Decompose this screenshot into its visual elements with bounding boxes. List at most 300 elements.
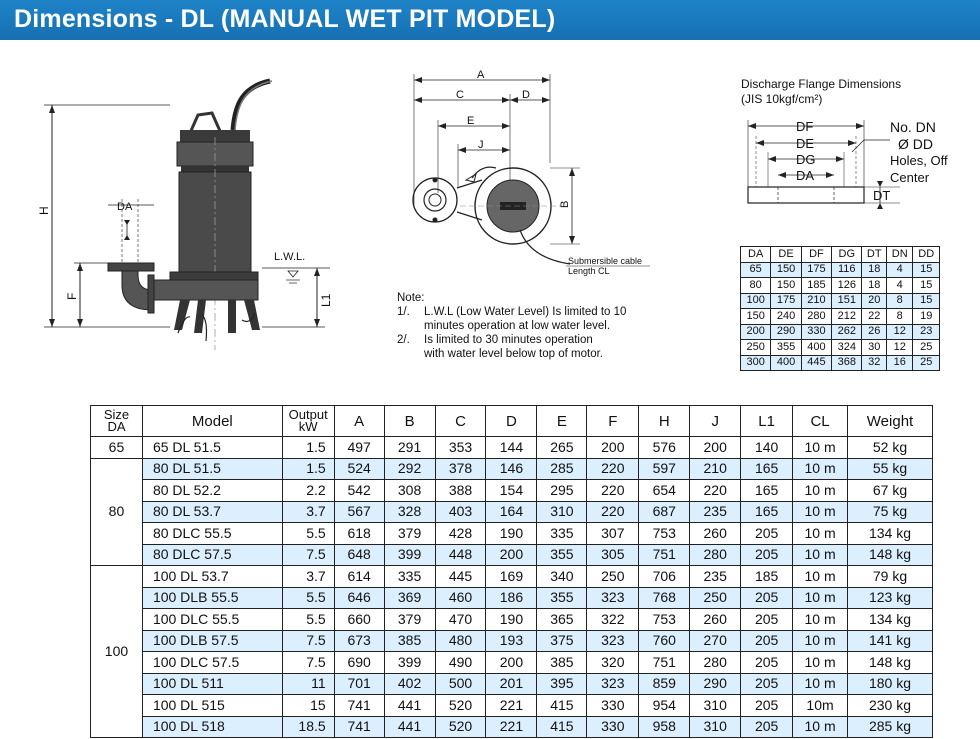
table-cell: 753 (639, 523, 690, 545)
table-cell: 859 (639, 673, 690, 695)
table-cell: 134 kg (848, 609, 933, 631)
table-cell: 10 m (793, 544, 848, 566)
table-cell: 250 (741, 340, 771, 356)
table-cell: 15 (913, 293, 940, 309)
table-cell: 10 m (793, 480, 848, 502)
cable-note-line1: Submersible cable (568, 256, 643, 266)
table-cell: 10 m (793, 501, 848, 523)
model-cell: 100 DL 515 (142, 695, 282, 717)
table-cell: 280 (690, 652, 741, 674)
table-cell: 10 m (793, 566, 848, 588)
table-cell: 470 (435, 609, 486, 631)
table-cell: 150 (771, 262, 801, 278)
note-text: with water level below top of motor. (424, 348, 603, 360)
table-cell: 328 (384, 501, 435, 523)
table-cell: 402 (384, 673, 435, 695)
table-cell: 305 (587, 544, 639, 566)
lwl-label: L.W.L. (274, 251, 306, 263)
table-cell: 597 (639, 458, 690, 480)
header-cell: DF (801, 247, 831, 263)
output-header: Output kW (282, 406, 334, 437)
flange-holes-dia: Ø DD (898, 136, 933, 152)
table-cell: 290 (690, 673, 741, 695)
table-cell: 497 (334, 437, 384, 459)
model-cell: 80 DL 53.7 (142, 501, 282, 523)
col-header-weight: Weight (848, 406, 933, 437)
table-cell: 379 (384, 609, 435, 631)
table-cell: 23 (913, 324, 940, 340)
table-row (91, 609, 933, 631)
table-cell: 146 (486, 458, 537, 480)
table-cell: 15 (282, 695, 334, 717)
table-cell: 26 (862, 324, 887, 340)
table-row (741, 309, 940, 325)
table-cell: 323 (587, 587, 639, 609)
table-cell: 212 (832, 309, 862, 325)
table-cell: 375 (537, 630, 587, 652)
table-cell: 395 (537, 673, 587, 695)
table-cell: 1.5 (282, 437, 334, 459)
model-cell: 80 DLC 55.5 (142, 523, 282, 545)
dim-l1-label: L1 (319, 293, 333, 307)
table-cell: 250 (690, 587, 741, 609)
model-cell: 100 DLC 57.5 (142, 652, 282, 674)
col-header-h: H (639, 406, 690, 437)
table-cell: 10 m (793, 652, 848, 674)
table-cell: 280 (801, 309, 831, 325)
model-cell: 80 DLC 57.5 (142, 544, 282, 566)
table-row (741, 355, 940, 371)
table-cell: 150 (771, 278, 801, 294)
table-cell: 576 (639, 437, 690, 459)
table-cell: 706 (639, 566, 690, 588)
note-number: 2/. (397, 334, 410, 346)
table-cell: 169 (486, 566, 537, 588)
table-cell: 200 (690, 437, 741, 459)
table-cell: 291 (384, 437, 435, 459)
note-item-continuation (397, 347, 687, 361)
model-header: Model (142, 406, 282, 437)
table-cell: 323 (587, 630, 639, 652)
table-cell: 11 (282, 673, 334, 695)
table-cell: 300 (741, 355, 771, 371)
table-row (91, 716, 933, 738)
table-cell: 310 (537, 501, 587, 523)
table-cell: 8 (887, 309, 913, 325)
dim-e-label: E (467, 115, 475, 127)
table-cell: 753 (639, 609, 690, 631)
table-row (91, 652, 933, 674)
table-cell: 19 (913, 309, 940, 325)
dim-f-label: F (65, 292, 79, 300)
table-cell: 79 kg (848, 566, 933, 588)
table-cell: 32 (862, 355, 887, 371)
flange-dimension-table (740, 246, 940, 371)
table-cell: 10 m (793, 630, 848, 652)
col-header-b: B (384, 406, 435, 437)
dim-a-label: A (477, 69, 485, 81)
table-cell: 200 (486, 544, 537, 566)
table-row (91, 587, 933, 609)
table-cell: 175 (771, 293, 801, 309)
table-cell: 310 (690, 716, 741, 738)
table-cell: 18 (862, 262, 887, 278)
dim-da-label: DA (117, 201, 133, 213)
col-header-j: J (690, 406, 741, 437)
page-title: Dimensions - DL (MANUAL WET PIT MODEL) (14, 5, 556, 33)
table-cell: 220 (587, 501, 639, 523)
header-cell: DD (913, 247, 940, 263)
table-cell: 18.5 (282, 716, 334, 738)
table-cell: 322 (587, 609, 639, 631)
table-row (91, 437, 933, 459)
table-cell: 165 (741, 480, 793, 502)
table-cell: 141 kg (848, 630, 933, 652)
table-cell: 116 (832, 262, 862, 278)
table-cell: 205 (741, 673, 793, 695)
table-cell: 741 (334, 716, 384, 738)
flange-title-line2: (JIS 10kgf/cm²) (741, 92, 823, 106)
flange-holes-text2: Center (890, 170, 930, 185)
table-header-row (91, 406, 933, 437)
dimensions-table-body (91, 437, 933, 738)
col-header-l1: L1 (741, 406, 793, 437)
table-cell: 445 (801, 355, 831, 371)
table-cell: 30 (862, 340, 887, 356)
table-cell: 524 (334, 458, 384, 480)
power-cable (233, 81, 270, 130)
table-cell: 235 (690, 566, 741, 588)
table-cell: 654 (639, 480, 690, 502)
model-cell: 65 DL 51.5 (142, 437, 282, 459)
table-cell: 4 (887, 262, 913, 278)
table-cell: 768 (639, 587, 690, 609)
table-cell: 5.5 (282, 609, 334, 631)
table-cell: 18 (862, 278, 887, 294)
table-cell: 20 (862, 293, 887, 309)
table-cell: 80 (741, 278, 771, 294)
flange-da-label: DA (796, 168, 815, 183)
table-cell: 148 kg (848, 544, 933, 566)
table-cell: 140 (741, 437, 793, 459)
table-cell: 500 (435, 673, 486, 695)
header-cell: DG (832, 247, 862, 263)
discharge-flange (108, 263, 154, 271)
flange-title (741, 77, 901, 107)
flange-df-label: DF (796, 119, 814, 134)
table-cell: 490 (435, 652, 486, 674)
table-cell: 205 (741, 609, 793, 631)
table-cell: 265 (537, 437, 587, 459)
table-cell: 355 (771, 340, 801, 356)
table-cell: 210 (690, 458, 741, 480)
table-cell: 320 (587, 652, 639, 674)
note-title: Note: (397, 292, 425, 304)
size-cell: 80 (91, 458, 143, 566)
size-cell: 65 (91, 437, 143, 459)
table-cell: 235 (690, 501, 741, 523)
table-cell: 205 (741, 652, 793, 674)
model-cell: 100 DL 53.7 (142, 566, 282, 588)
table-cell: 100 (741, 293, 771, 309)
table-cell: 480 (435, 630, 486, 652)
header-cell: DE (771, 247, 801, 263)
table-cell: 260 (690, 609, 741, 631)
dim-c-label: C (456, 89, 464, 101)
table-cell: 448 (435, 544, 486, 566)
table-cell: 220 (587, 480, 639, 502)
table-cell: 335 (537, 523, 587, 545)
table-cell: 220 (690, 480, 741, 502)
table-cell: 10 m (793, 437, 848, 459)
header-cell: DT (862, 247, 887, 263)
table-cell: 144 (486, 437, 537, 459)
table-cell: 67 kg (848, 480, 933, 502)
table-row (91, 673, 933, 695)
flange-table-header (741, 247, 940, 263)
table-cell: 340 (537, 566, 587, 588)
pump-side-drawing (30, 75, 370, 335)
table-cell: 399 (384, 544, 435, 566)
table-cell: 25 (913, 340, 940, 356)
table-row (91, 523, 933, 545)
table-cell: 240 (771, 309, 801, 325)
table-cell: 520 (435, 695, 486, 717)
table-cell: 15 (913, 278, 940, 294)
table-cell: 542 (334, 480, 384, 502)
flange-holes-no: No. DN (890, 119, 936, 135)
table-cell: 355 (537, 544, 587, 566)
table-cell: 260 (690, 523, 741, 545)
model-cell: 80 DL 51.5 (142, 458, 282, 480)
table-cell: 10 m (793, 523, 848, 545)
note-number: 1/. (397, 306, 410, 318)
col-header-f: F (587, 406, 639, 437)
table-cell: 250 (587, 566, 639, 588)
table-cell: 4 (887, 278, 913, 294)
table-cell: 5.5 (282, 587, 334, 609)
table-cell: 15 (913, 262, 940, 278)
table-cell: 335 (384, 566, 435, 588)
model-cell: 100 DLB 55.5 (142, 587, 282, 609)
flange-drawing (740, 112, 970, 212)
table-cell: 460 (435, 587, 486, 609)
note-text: minutes operation at low water level. (424, 320, 611, 332)
note-item (397, 305, 687, 319)
table-cell: 8 (887, 293, 913, 309)
dim-h-label: H (37, 206, 51, 215)
flange-de-label: DE (796, 136, 815, 151)
col-header-c: C (435, 406, 486, 437)
size-cell: 100 (91, 566, 143, 738)
col-header-cl: CL (793, 406, 848, 437)
table-cell: 25 (913, 355, 940, 371)
table-cell: 7.5 (282, 630, 334, 652)
table-cell: 687 (639, 501, 690, 523)
size-header: Size DA (91, 406, 143, 437)
table-cell: 205 (741, 695, 793, 717)
model-cell: 100 DLB 57.5 (142, 630, 282, 652)
table-cell: 221 (486, 716, 537, 738)
table-cell: 445 (435, 566, 486, 588)
table-cell: 399 (384, 652, 435, 674)
table-row (91, 566, 933, 588)
table-cell: 285 kg (848, 716, 933, 738)
table-cell: 368 (832, 355, 862, 371)
table-cell: 10 m (793, 458, 848, 480)
dim-b-label: B (559, 200, 571, 208)
table-cell: 270 (690, 630, 741, 652)
table-cell: 308 (384, 480, 435, 502)
table-cell: 307 (587, 523, 639, 545)
table-cell: 285 (537, 458, 587, 480)
table-cell: 415 (537, 695, 587, 717)
table-cell: 690 (334, 652, 384, 674)
table-cell: 751 (639, 544, 690, 566)
table-row (91, 544, 933, 566)
table-cell: 379 (384, 523, 435, 545)
table-row (91, 501, 933, 523)
table-cell: 55 kg (848, 458, 933, 480)
table-cell: 22 (862, 309, 887, 325)
table-cell: 441 (384, 695, 435, 717)
table-cell: 7.5 (282, 652, 334, 674)
table-cell: 205 (741, 716, 793, 738)
table-cell: 760 (639, 630, 690, 652)
table-cell: 751 (639, 652, 690, 674)
title-bar (0, 0, 980, 40)
table-row (741, 293, 940, 309)
table-cell: 185 (741, 566, 793, 588)
table-cell: 1.5 (282, 458, 334, 480)
model-cell: 80 DL 52.2 (142, 480, 282, 502)
pump-top-drawing (400, 68, 670, 276)
table-cell: 378 (435, 458, 486, 480)
table-cell: 648 (334, 544, 384, 566)
table-cell: 5.5 (282, 523, 334, 545)
note-block (397, 291, 687, 361)
col-header-a: A (334, 406, 384, 437)
table-cell: 385 (384, 630, 435, 652)
table-cell: 154 (486, 480, 537, 502)
table-cell: 660 (334, 609, 384, 631)
flange-holes-text1: Holes, Off (890, 153, 948, 168)
table-cell: 10 m (793, 587, 848, 609)
cable-note-line2: Length CL (568, 266, 610, 276)
table-cell: 65 (741, 262, 771, 278)
table-cell: 324 (832, 340, 862, 356)
table-cell: 428 (435, 523, 486, 545)
table-cell: 400 (801, 340, 831, 356)
table-cell: 385 (537, 652, 587, 674)
table-cell: 355 (537, 587, 587, 609)
table-cell: 190 (486, 609, 537, 631)
table-cell: 330 (801, 324, 831, 340)
table-cell: 10 m (793, 673, 848, 695)
table-row (91, 630, 933, 652)
table-cell: 193 (486, 630, 537, 652)
table-cell: 614 (334, 566, 384, 588)
model-cell: 100 DL 511 (142, 673, 282, 695)
table-cell: 200 (741, 324, 771, 340)
table-cell: 134 kg (848, 523, 933, 545)
table-row (741, 278, 940, 294)
note-item-continuation (397, 319, 687, 333)
table-cell: 701 (334, 673, 384, 695)
table-cell: 295 (537, 480, 587, 502)
flange-dg-label: DG (796, 152, 816, 167)
table-cell: 673 (334, 630, 384, 652)
table-cell: 205 (741, 523, 793, 545)
table-row (741, 340, 940, 356)
table-cell: 150 (741, 309, 771, 325)
table-cell: 165 (741, 501, 793, 523)
table-cell: 2.2 (282, 480, 334, 502)
table-cell: 310 (690, 695, 741, 717)
table-cell: 388 (435, 480, 486, 502)
table-cell: 7.5 (282, 544, 334, 566)
table-cell: 221 (486, 695, 537, 717)
dim-j-label: J (478, 139, 484, 151)
header-cell: DA (741, 247, 771, 263)
table-cell: 958 (639, 716, 690, 738)
table-cell: 292 (384, 458, 435, 480)
table-cell: 220 (587, 458, 639, 480)
col-header-e: E (537, 406, 587, 437)
table-cell: 646 (334, 587, 384, 609)
table-cell: 290 (771, 324, 801, 340)
dimensions-table (90, 405, 933, 738)
table-cell: 200 (587, 437, 639, 459)
table-cell: 323 (587, 673, 639, 695)
model-cell: 100 DLC 55.5 (142, 609, 282, 631)
table-row (741, 324, 940, 340)
table-cell: 12 (887, 324, 913, 340)
table-cell: 741 (334, 695, 384, 717)
note-item (397, 333, 687, 347)
table-cell: 10 m (793, 609, 848, 631)
table-row (741, 262, 940, 278)
table-cell: 330 (587, 695, 639, 717)
table-cell: 126 (832, 278, 862, 294)
table-cell: 441 (384, 716, 435, 738)
table-cell: 365 (537, 609, 587, 631)
table-cell: 10m (793, 695, 848, 717)
table-cell: 205 (741, 544, 793, 566)
table-cell: 201 (486, 673, 537, 695)
table-cell: 3.7 (282, 501, 334, 523)
table-cell: 262 (832, 324, 862, 340)
table-cell: 369 (384, 587, 435, 609)
table-cell: 3.7 (282, 566, 334, 588)
table-cell: 954 (639, 695, 690, 717)
table-cell: 205 (741, 587, 793, 609)
table-row (91, 458, 933, 480)
table-cell: 75 kg (848, 501, 933, 523)
table-cell: 123 kg (848, 587, 933, 609)
table-cell: 330 (587, 716, 639, 738)
table-cell: 52 kg (848, 437, 933, 459)
header-cell: DN (887, 247, 913, 263)
dim-d-label: D (522, 89, 530, 101)
table-cell: 567 (334, 501, 384, 523)
table-cell: 200 (486, 652, 537, 674)
table-cell: 12 (887, 340, 913, 356)
volute (152, 280, 258, 300)
table-cell: 185 (801, 278, 831, 294)
note-text: Is limited to 30 minutes operation (424, 334, 593, 346)
table-cell: 403 (435, 501, 486, 523)
